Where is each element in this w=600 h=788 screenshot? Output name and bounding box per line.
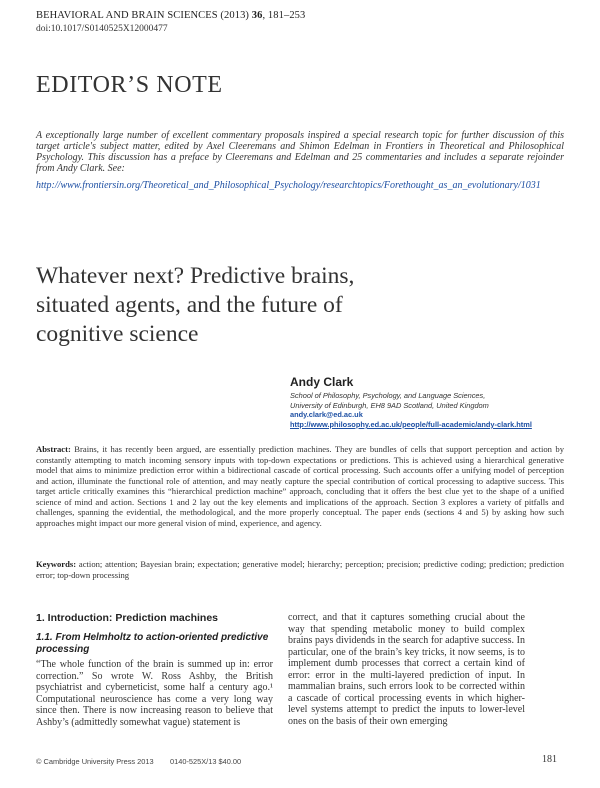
abstract bbox=[36, 444, 564, 528]
abstract-text: Brains, it has recently been argued, are essentially prediction machines. They are bundles of cells that support perception and action by constantly attempting to match incoming sensory inputs with top-down expectations or predictions. This is achieved using a hierarchical generative model that aims to minimize prediction error within a bidirectional cascade of cortical processing. Such accounts offer a unifying model of perception and action, illuminate the functional role of attention, and may neatly capture the special contribution of cortical processing to adaptive success. This target article critically examines this “hierarchical prediction machine” approach, concluding that it offers the best clue yet to the shape of a unified science of mind and action. Sections 1 and 2 lay out the key elements and implications of the approach. Section 3 explores a variety of pitfalls and challenges, spanning the evidential, the methodological, and the more properly conceptual. The paper ends (sections 4 and 5) by asking how such approaches might impact our more general vision of mind, experience, and agency. bbox=[36, 444, 564, 528]
title-line: situated agents, and the future of bbox=[36, 292, 343, 318]
body-right-column: correct, and that it captures something crucial about the way that spending metabolic money to build complex brains pays dividends in the search for adaptive success. In particular, one of the brain’s key tricks, it now seems, is to implement dumb processes that correct a certain kind of error: error in the multi-layered prediction of input. In mammalian brains, such errors look to be corrected within a cascade of cortical processing events in which higher-level systems attempt to predict the inputs to lower-level ones on the basis of their own emerging bbox=[288, 612, 525, 727]
editors-note-text: A exceptionally large number of excellent commentary proposals inspired a special research topic for further discussion of this target article's subject matter, edited by Axel Cleeremans and Shimon Edelman in Frontiers in Theoretical and Philosophical Psychology. This discussion has a preface by Cleeremans and Edelman and 25 commentaries and includes a separate rejoinder from Andy Clark. See: bbox=[36, 130, 564, 174]
editors-note-heading: EDITOR’S NOTE bbox=[36, 72, 223, 98]
subsection-heading: 1.1. From Helmholtz to action-oriented predictive processing bbox=[36, 632, 269, 655]
journal-header bbox=[36, 10, 305, 21]
affiliation-line: University of Edinburgh, EH8 9AD Scotland, United Kingdom bbox=[290, 400, 489, 410]
editors-note-link[interactable]: http://www.frontiersin.org/Theoretical_and_Philosophical_Psychology/researchtopics/Forethought_as_an_evolutionary/1031 bbox=[36, 180, 541, 191]
footer-issn: 0140-525X/13 $40.00 bbox=[170, 757, 242, 766]
author-homepage-link[interactable]: http://www.philosophy.ed.ac.uk/people/full-academic/andy-clark.html bbox=[290, 420, 532, 429]
journal-pages: , 181–253 bbox=[262, 10, 306, 21]
keywords-text: action; attention; Bayesian brain; expectation; generative model; hierarchy; perception; precision; predictive coding; prediction; prediction error; top-down processing bbox=[36, 559, 564, 580]
footer-copyright: © Cambridge University Press 2013 bbox=[36, 757, 154, 766]
page-number: 181 bbox=[542, 754, 557, 765]
abstract-label: Abstract: bbox=[36, 444, 71, 454]
title-line: cognitive science bbox=[36, 321, 199, 347]
section-heading: 1. Introduction: Prediction machines bbox=[36, 612, 219, 624]
body-left-column: “The whole function of the brain is summed up in: error correction.” So wrote W. Ross Ashby, the British psychiatrist and cyberneticist, some half a century ago.¹ Computational neuroscience has come a very long way since then. There is now increasing reason to believe that Ashby’s (admittedly somewhat vague) statement is bbox=[36, 659, 273, 728]
keywords-label: Keywords: bbox=[36, 559, 77, 569]
doi: doi:10.1017/S0140525X12000477 bbox=[36, 24, 168, 34]
author-name: Andy Clark bbox=[290, 375, 354, 389]
author-email-link[interactable]: andy.clark@ed.ac.uk bbox=[290, 410, 363, 419]
journal-volume: 36 bbox=[251, 10, 263, 21]
journal-name: BEHAVIORAL AND BRAIN SCIENCES (2013) bbox=[36, 10, 252, 21]
article-title bbox=[36, 262, 556, 349]
author-affiliation bbox=[290, 391, 570, 410]
title-line: Whatever next? Predictive brains, bbox=[36, 263, 355, 289]
affiliation-line: School of Philosophy, Psychology, and Language Sciences, bbox=[290, 391, 486, 400]
keywords bbox=[36, 559, 564, 580]
